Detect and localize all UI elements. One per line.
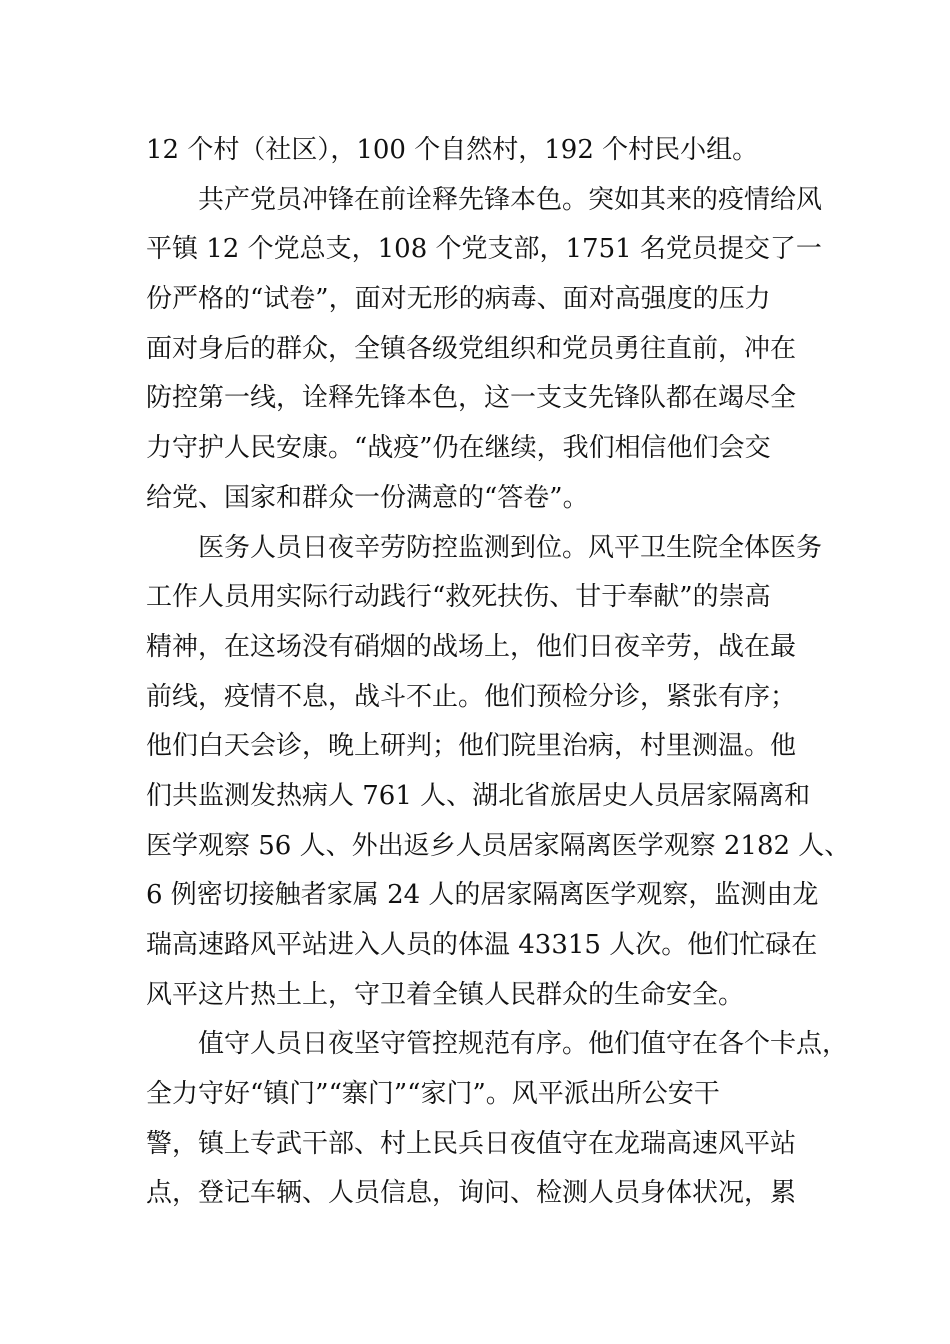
text-line: 平镇 12 个党总支，108 个党支部，1751 名党员提交了一 bbox=[146, 234, 822, 265]
text-line: 前线，疫情不息，战斗不止。他们预检分诊，紧张有序； bbox=[146, 681, 797, 712]
text-line: 工作人员用实际行动践行“救死扶伤、甘于奉献”的崇高 bbox=[146, 582, 771, 613]
text-line: 6 例密切接触者家属 24 人的居家隔离医学观察，监测由龙 bbox=[146, 880, 819, 911]
text-line: 精神，在这场没有硝烟的战场上，他们日夜辛劳，战在最 bbox=[146, 631, 797, 662]
text-line: 瑞高速路风平站进入人员的体温 43315 人次。他们忙碌在 bbox=[146, 930, 818, 960]
text-line-paragraph-start: 共产党员冲锋在前诠释先锋本色。突如其来的疫情给风 bbox=[198, 184, 823, 215]
body-text bbox=[146, 126, 851, 1219]
text-line: 防控第一线，诠释先锋本色，这一支支先锋队都在竭尽全 bbox=[146, 383, 797, 414]
text-line: 警，镇上专武干部、村上民兵日夜值守在龙瑞高速风平站 bbox=[146, 1128, 797, 1159]
text-line-paragraph-start: 医务人员日夜辛劳防控监测到位。风平卫生院全体医务 bbox=[198, 532, 823, 563]
text-line: 份严格的“试卷”，面对无形的病毒、面对高强度的压力 bbox=[146, 284, 771, 315]
text-line: 力守护人民安康。“战疫”仍在继续，我们相信他们会交 bbox=[146, 433, 771, 464]
text-line: 面对身后的群众，全镇各级党组织和党员勇往直前，冲在 bbox=[146, 333, 797, 364]
text-line: 点，登记车辆、人员信息，询问、检测人员身体状况，累 bbox=[146, 1178, 797, 1209]
text-line: 全力守好“镇门”“寨门”“家门”。风平派出所公安干 bbox=[146, 1079, 720, 1110]
text-line: 给党、国家和群众一份满意的“答卷”。 bbox=[146, 482, 589, 513]
text-line: 风平这片热土上，守卫着全镇人民群众的生命安全。 bbox=[146, 979, 745, 1010]
text-line: 医学观察 56 人、外出返乡人员居家隔离医学观察 2182 人、 bbox=[146, 830, 851, 861]
text-line-paragraph-start: 值守人员日夜坚守管控规范有序。他们值守在各个卡点， bbox=[198, 1029, 849, 1060]
text-line: 们共监测发热病人 761 人、湖北省旅居史人员居家隔离和 bbox=[146, 780, 811, 811]
text-line-paragraph-end: 12 个村（社区），100 个自然村，192 个村民小组。 bbox=[146, 135, 759, 165]
text-line: 他们白天会诊，晚上研判；他们院里治病，村里测温。他 bbox=[146, 731, 797, 762]
